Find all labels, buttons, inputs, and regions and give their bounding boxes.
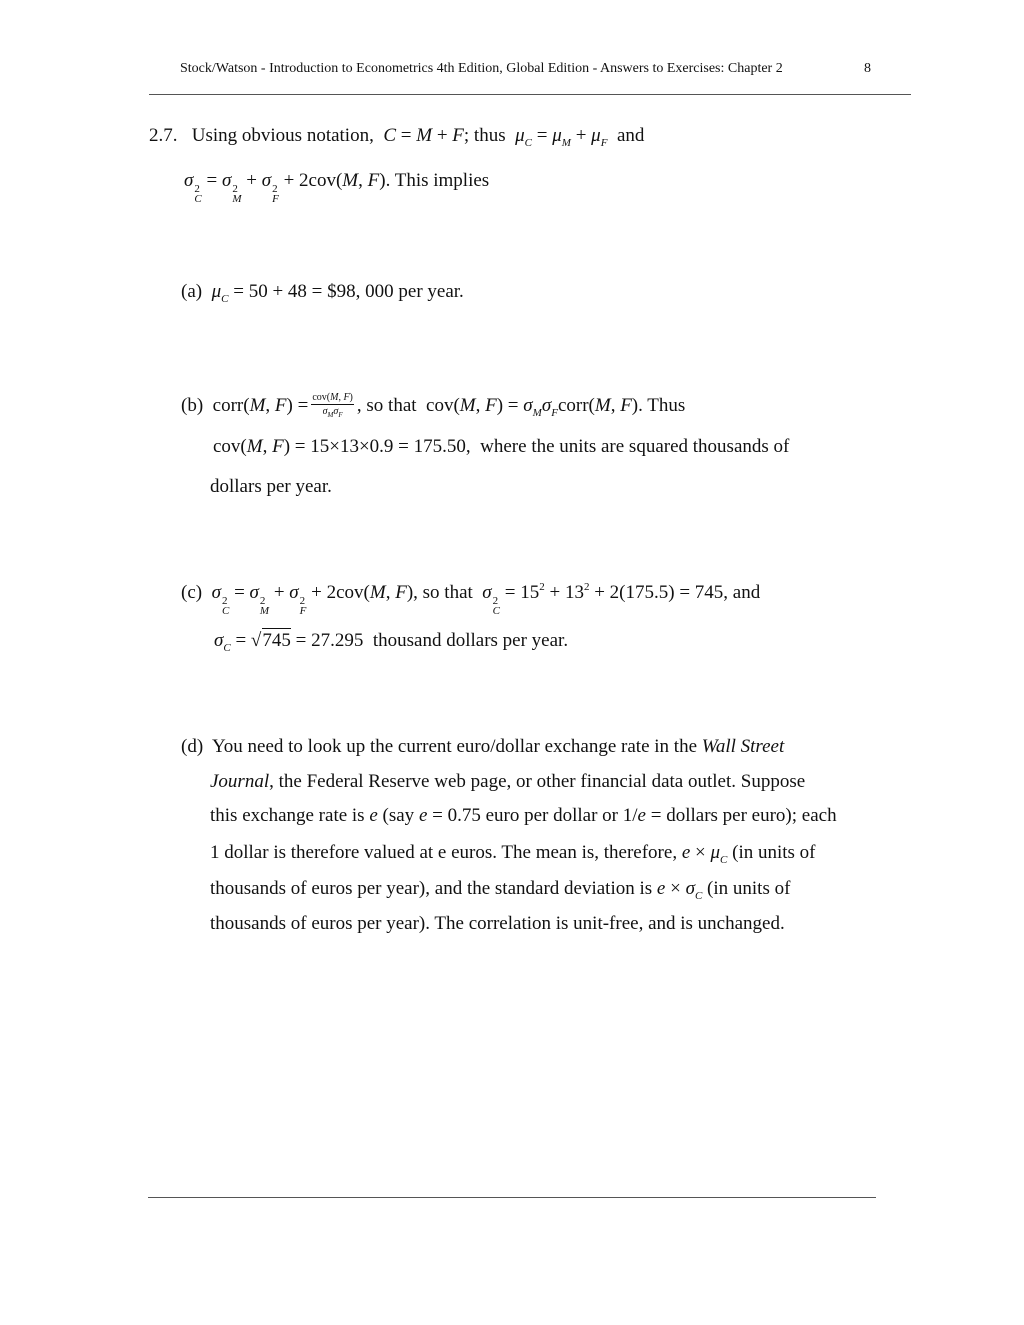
part-d-text-5b: (in units of	[707, 878, 791, 899]
part-d-wsj-2: Journal	[210, 771, 270, 792]
part-a-label: (a)	[181, 281, 203, 302]
part-b-line-2: cov(M, F) = 15×13×0.9 = 175.50, where the units are squared thousands of	[213, 436, 790, 457]
page-number: 8	[864, 61, 871, 76]
part-c-and: and	[732, 582, 761, 603]
problem-thus: ; thus	[463, 125, 506, 146]
part-d-line-5: thousands of euros per year), and the standard deviation is $e \times \sigma_C$ (in units of	[210, 878, 791, 902]
part-d-wsj-1: Wall Street	[701, 736, 785, 757]
part-d-line-6: thousands of euros per year). The correlation is unit-free, and is unchanged.	[210, 913, 785, 934]
equation-mean-sum: $\mu_C = \mu_M + \mu_F$	[515, 125, 608, 149]
part-c-label: (c)	[181, 582, 203, 603]
part-d-line-4: 1 dollar is therefore valued at e euros. The mean is, therefore, $e \times \mu_C$ (in units of	[210, 842, 816, 866]
problem-intro: Using obvious notation,	[191, 125, 374, 146]
part-d-text-4b: (in units of	[732, 842, 816, 863]
part-d-line-1	[181, 736, 784, 758]
part-c-so-that: , so that	[413, 582, 473, 603]
equation-variance-calc: σ 2 C = $15^2 + 13^2 + 2(175.5) = 745$,	[482, 581, 729, 617]
part-d-text-4a: 1 dollar is therefore valued at e euros. The mean is, therefore,	[210, 842, 678, 863]
part-b-line-1	[181, 392, 685, 421]
equation-variance-sum-c: σ 2 C = σ 2 M + σ 2 F + 2cov(M, F)	[211, 582, 414, 617]
footer-rule	[148, 1197, 876, 1198]
part-b-so-that: , so that	[356, 394, 417, 416]
problem-line-2	[184, 170, 489, 204]
part-b-units-text: where the units are squared thousands of	[480, 436, 790, 457]
part-d-text-5a: thousands of euros per year), and the standard deviation is	[210, 878, 653, 899]
part-d-text-2: , the Federal Reserve web page, or other financial data outlet. Suppose	[269, 771, 806, 792]
part-b-label: (b)	[181, 394, 204, 416]
running-header-title: Stock/Watson - Introduction to Econometrics 4th Edition, Global Edition - Answers to Exercises: Chapter 2	[180, 61, 783, 76]
problem-implies: . This implies	[385, 170, 490, 191]
equation-c-definition: C = M + F	[383, 125, 464, 146]
part-d-line-2	[210, 771, 805, 793]
equation-corr-definition: corr(M, F) = $\frac{\text{cov(M, F)}}{\sigma_M\sigma_F}$	[212, 392, 353, 419]
part-c-sqrt-value: 745	[262, 630, 291, 651]
equation-variance-sum: σ 2 C = σ 2 M + σ 2 F + 2cov(M, F)	[184, 170, 386, 205]
part-a-suffix: per year.	[398, 281, 464, 302]
part-a: (a) $\mu_C = 50 + 48$ = $98, 000 per year.	[181, 281, 464, 305]
part-d-text-3d: = dollars per euro); each	[650, 805, 837, 826]
part-d-text-3c: = 0.75 euro per dollar or 1/	[432, 805, 638, 826]
problem-and: and	[616, 125, 645, 146]
part-b-calc: = 15×13×0.9 = 175.50,	[294, 436, 471, 457]
part-d-text-3a: this exchange rate is	[210, 805, 365, 826]
part-b-thus: . Thus	[638, 394, 686, 416]
part-c-line-2: $\sigma_C = √745 = 27.295$ thousand dollars per year.	[214, 630, 569, 654]
part-c-result-text: thousand dollars per year.	[372, 630, 569, 651]
part-c-calc-tail: + 2(175.5) = 745,	[594, 582, 729, 603]
header-rule	[149, 94, 911, 95]
equation-cov-expression: cov(M, $F) = \sigma_M\sigma_Fcorr(M$, F)	[421, 394, 639, 419]
problem-number: 2.7.	[149, 125, 178, 146]
part-d-text-3b: (say	[382, 805, 415, 826]
part-d-text-1: You need to look up the current euro/dollar exchange rate in the	[211, 736, 698, 757]
part-c-result: = 27.295	[295, 630, 364, 651]
problem-line-1	[149, 125, 644, 147]
part-d-line-3: this exchange rate is e (say e = 0.75 euro per dollar or 1/e = dollars per euro); each	[210, 805, 837, 826]
part-b-units-text-2: dollars per year.	[210, 476, 332, 497]
part-a-equation: = 50 + 48 = $98, 000	[233, 281, 394, 302]
part-d-label: (d)	[181, 736, 204, 757]
part-c-line-1	[181, 582, 760, 616]
